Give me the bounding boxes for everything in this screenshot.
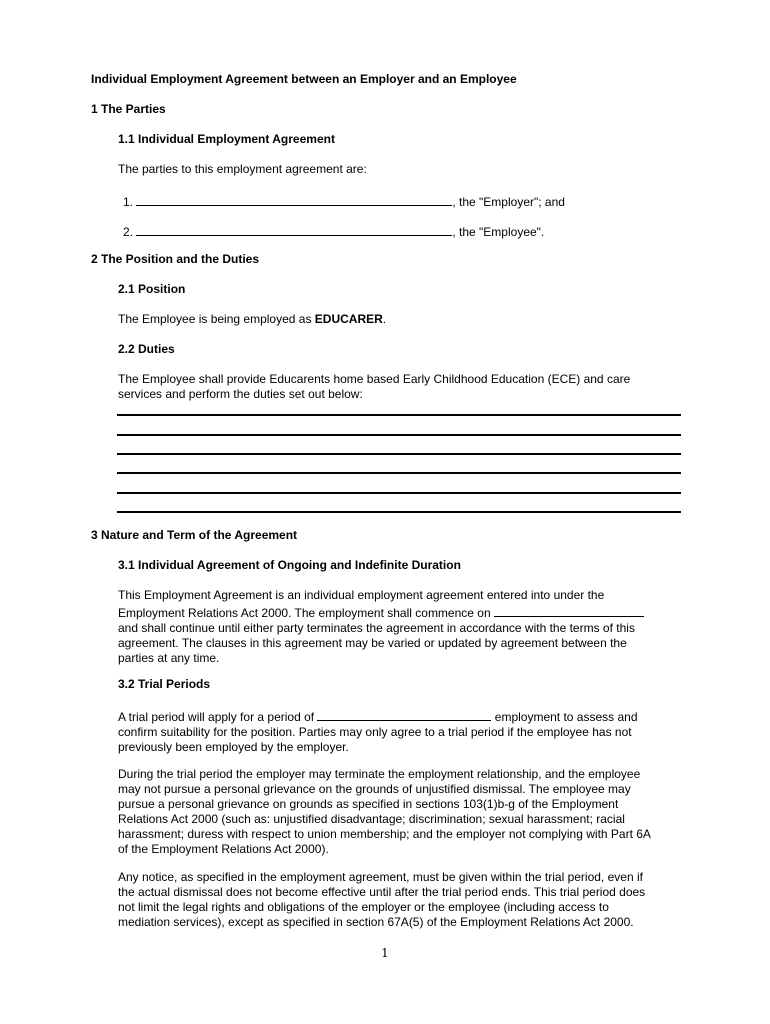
duties-line-2: services and perform the duties set out below:	[118, 387, 363, 401]
trial-period-length-field[interactable]	[317, 707, 491, 721]
position-suffix: .	[382, 312, 387, 326]
employee-name-field[interactable]	[136, 222, 452, 236]
trial-p2-line: harassment; duress with respect to union membership; and the employer not complying with Part 6A	[118, 827, 651, 841]
party-2-line	[123, 222, 544, 240]
duties-fill-line-4[interactable]	[117, 472, 681, 474]
trial-p3-line: mediation services), except as specified in section 67A(5) of the Employment Relations Act 2000.	[118, 915, 634, 929]
section-1-heading: 1 The Parties	[91, 102, 166, 116]
employer-name-field[interactable]	[136, 192, 452, 206]
party-2-suffix: , the "Employee".	[452, 225, 545, 239]
page-number: 1	[381, 946, 389, 960]
term-line-3: and shall continue until either party terminates the agreement in accordance with the terms of this	[118, 621, 635, 635]
trial-p1-line-3: previously been employed by the employer.	[118, 740, 349, 754]
party-1-line	[123, 192, 565, 210]
trial-p3-line: Any notice, as specified in the employment agreement, must be given within the trial period, even if	[118, 870, 643, 884]
position-statement	[118, 312, 386, 327]
section-2-2-heading: 2.2 Duties	[118, 342, 175, 356]
trial-paragraph-3	[118, 870, 678, 930]
duties-paragraph	[118, 372, 678, 402]
party-1-number: 1.	[123, 195, 134, 209]
party-2-number: 2.	[123, 225, 134, 239]
trial-p1-line-2: confirm suitability for the position. Parties may only agree to a trial period if the employee has not	[118, 725, 632, 739]
term-paragraph	[118, 588, 678, 666]
trial-p1-prefix: A trial period will apply for a period of	[118, 710, 318, 724]
trial-p3-line: not limit the legal rights and obligations of the employer or the employee (including access to	[118, 900, 609, 914]
trial-p1-line-1	[118, 707, 678, 725]
trial-p3-line: the actual dismissal does not become effective until after the trial period ends. This trial period does	[118, 885, 646, 899]
term-line-5: parties at any time.	[118, 651, 220, 665]
term-line-2-text: Employment Relations Act 2000. The employment shall commence on	[118, 606, 494, 620]
trial-p2-line: of the Employment Relations Act 2000).	[118, 842, 329, 856]
section-3-2-heading: 3.2 Trial Periods	[118, 677, 211, 691]
trial-p2-line: During the trial period the employer may terminate the employment relationship, and the employee	[118, 767, 641, 781]
document-title: Individual Employment Agreement between an Employer and an Employee	[91, 72, 517, 86]
section-2-1-heading: 2.1 Position	[118, 282, 186, 296]
trial-p1-suffix: employment to assess and	[491, 710, 638, 724]
duties-line-1: The Employee shall provide Educarents home based Early Childhood Education (ECE) and care	[118, 372, 631, 386]
duties-fill-line-2[interactable]	[117, 434, 681, 436]
duties-fill-line-3[interactable]	[117, 453, 681, 455]
term-line-4: agreement. The clauses in this agreement may be varied or updated by agreement between the	[118, 636, 627, 650]
duties-fill-line-1[interactable]	[117, 414, 681, 416]
trial-p2-line: pursue a personal grievance on grounds as specified in sections 103(1)b-g of the Employment	[118, 797, 619, 811]
trial-paragraph-2	[118, 767, 678, 857]
section-3-1-heading: 3.1 Individual Agreement of Ongoing and Indefinite Duration	[118, 558, 461, 572]
term-line-2	[118, 603, 678, 621]
duties-fill-line-6[interactable]	[117, 511, 681, 513]
trial-p2-line: Relations Act 2000 (such as: unjustified disadvantage; discrimination; sexual harassment; racial	[118, 812, 625, 826]
trial-paragraph-1	[118, 707, 678, 755]
duties-fill-line-5[interactable]	[117, 492, 681, 494]
position-value: EDUCARER	[314, 312, 383, 326]
party-1-suffix: , the "Employer"; and	[452, 195, 565, 209]
parties-intro: The parties to this employment agreement are:	[118, 162, 367, 176]
commencement-date-field[interactable]	[494, 603, 644, 617]
position-prefix: The Employee is being employed as	[118, 312, 315, 326]
term-line-1: This Employment Agreement is an individual employment agreement entered into under the	[118, 588, 605, 602]
trial-p2-line: may not pursue a personal grievance on the grounds of unjustified dismissal. The employee may	[118, 782, 631, 796]
section-1-1-heading: 1.1 Individual Employment Agreement	[118, 132, 335, 146]
section-2-heading: 2 The Position and the Duties	[91, 252, 260, 266]
section-3-heading: 3 Nature and Term of the Agreement	[91, 528, 298, 542]
